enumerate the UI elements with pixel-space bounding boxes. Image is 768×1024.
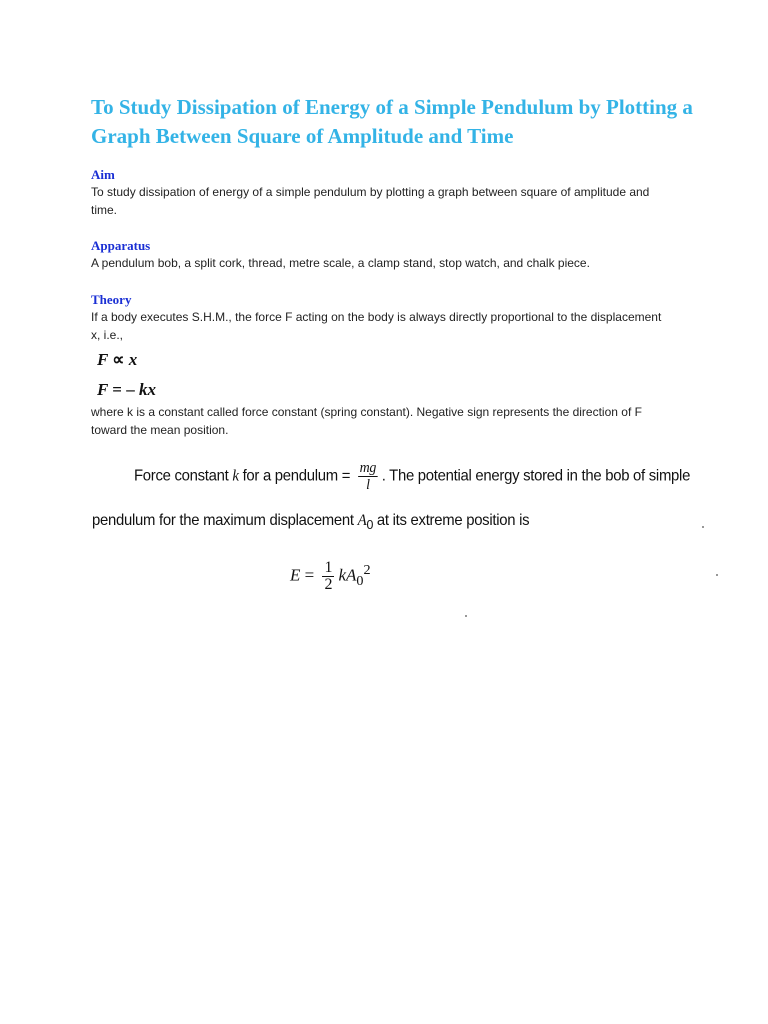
half-denominator: 2 — [324, 576, 333, 593]
aim-text: To study dissipation of energy of a simple pendulum by plotting a graph between square of amplitude and time. — [91, 185, 650, 217]
max-displacement-line — [92, 512, 529, 532]
force-constant-mid: for a pendulum = — [238, 467, 355, 485]
eq1-rhs: x — [128, 350, 138, 369]
mg-over-l-fraction — [358, 460, 378, 493]
energy-equals: = — [300, 565, 319, 585]
scan-speck — [716, 574, 718, 576]
apparatus-text: A pendulum bob, a split cork, thread, metre scale, a clamp stand, stop watch, and chalk piece. — [91, 256, 590, 270]
force-constant-line — [134, 460, 690, 493]
amplitude-subscript: 0 — [366, 517, 374, 533]
eq2-rhs: kx — [138, 380, 156, 399]
energy-symbol: E — [290, 565, 301, 585]
equation-proportional — [97, 350, 137, 370]
fraction-numerator: mg — [359, 460, 377, 476]
scanned-formula-image — [90, 448, 730, 628]
equation-hookes-law — [97, 380, 156, 400]
eq2-lhs: F — [97, 380, 109, 399]
amplitude-symbol: A — [357, 512, 367, 529]
energy-equation — [290, 560, 371, 593]
force-constant-label: Force constant — [134, 467, 233, 485]
one-half-fraction — [322, 560, 334, 593]
page-title: To Study Dissipation of Energy of a Simple Pendulum by Plotting a Graph Between Square of Amplitude and Time — [91, 95, 693, 148]
apparatus-heading: Apparatus — [91, 238, 151, 253]
theory-heading: Theory — [91, 292, 132, 307]
aim-heading: Aim — [91, 167, 115, 182]
theory-intro-text: If a body executes S.H.M., the force F acting on the body is always directly proportional to the displacement x, i.e., — [91, 310, 662, 342]
potential-energy-text: . The potential energy stored in the bob of simple — [381, 467, 691, 485]
force-constant-k: k — [232, 467, 239, 485]
half-numerator: 1 — [324, 559, 333, 576]
energy-subscript: 0 — [356, 572, 364, 589]
extreme-position-text: at its extreme position is — [373, 512, 530, 529]
energy-exponent: 2 — [363, 561, 371, 578]
fraction-denominator: l — [366, 477, 370, 493]
max-displacement-label: pendulum for the maximum displacement — [92, 512, 358, 529]
eq1-lhs: F — [97, 350, 109, 369]
scan-speck — [702, 526, 704, 528]
theory-explanation-text: where k is a constant called force constant (spring constant). Negative sign represents the direction of F toward the mean position. — [91, 405, 642, 437]
eq1-op: ∝ — [112, 350, 125, 369]
energy-kA: kA — [338, 565, 357, 585]
eq2-op: = – — [112, 380, 135, 399]
scan-speck — [465, 615, 467, 617]
